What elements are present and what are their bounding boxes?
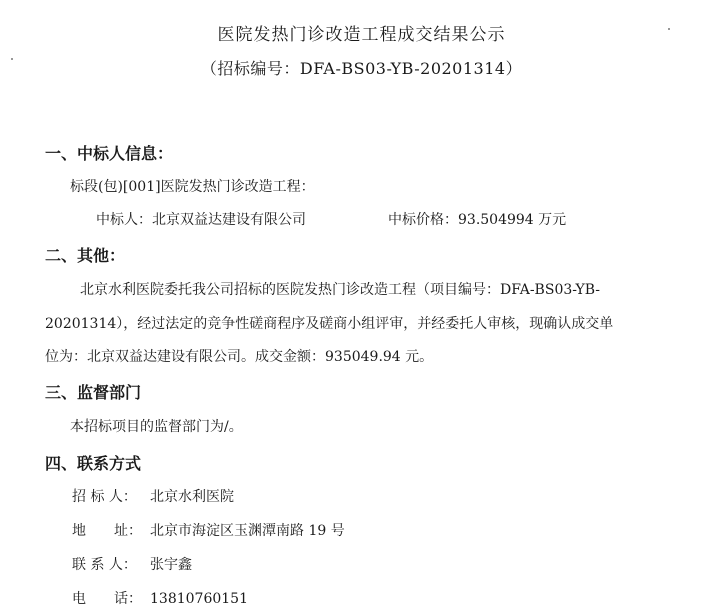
paragraph-line-3: 位为：北京双益达建设有限公司。成交金额：935049.94 元。: [45, 349, 434, 365]
document-title: 医院发热门诊改造工程成交结果公示: [217, 25, 506, 45]
document-subtitle: （招标编号：DFA-BS03-YB-20201314）: [200, 59, 523, 78]
section-heading-other: 二、其他：: [45, 246, 126, 265]
scan-speck: [668, 28, 670, 30]
contact-label: 地 址：: [72, 523, 142, 539]
section-heading-supervision: 三、监督部门: [45, 383, 142, 402]
scan-speck: [11, 58, 13, 60]
contact-row-person: [72, 554, 192, 574]
contact-row-address: [72, 520, 345, 540]
winner-name: 中标人：北京双益达建设有限公司: [96, 212, 306, 228]
winning-price: 中标价格：93.504994 万元: [388, 212, 567, 228]
contact-row-phone: [72, 588, 248, 608]
section-heading-winner-info: 一、中标人信息：: [45, 144, 174, 163]
contact-label: 联 系 人：: [72, 557, 137, 573]
contact-label: 招 标 人：: [72, 489, 137, 505]
contact-value: 13810760151: [150, 591, 248, 607]
section-heading-contact: 四、联系方式: [45, 454, 142, 473]
contact-value: 张宇鑫: [150, 557, 192, 573]
paragraph-line-1: 北京水利医院委托我公司招标的医院发热门诊改造工程（项目编号：DFA-BS03-YB-: [80, 282, 600, 298]
lot-line: 标段(包)[001]医院发热门诊改造工程：: [70, 179, 315, 195]
paragraph-line-2: 20201314），经过法定的竞争性磋商程序及磋商小组评审，并经委托人审核，现确认成交单: [45, 316, 614, 332]
contact-row-tenderer: [72, 486, 234, 506]
contact-value: 北京水利医院: [150, 489, 234, 505]
contact-value: 北京市海淀区玉渊潭南路 19 号: [150, 523, 345, 539]
supervision-text: 本招标项目的监督部门为/。: [70, 419, 243, 435]
contact-label: 电 话：: [72, 591, 142, 607]
